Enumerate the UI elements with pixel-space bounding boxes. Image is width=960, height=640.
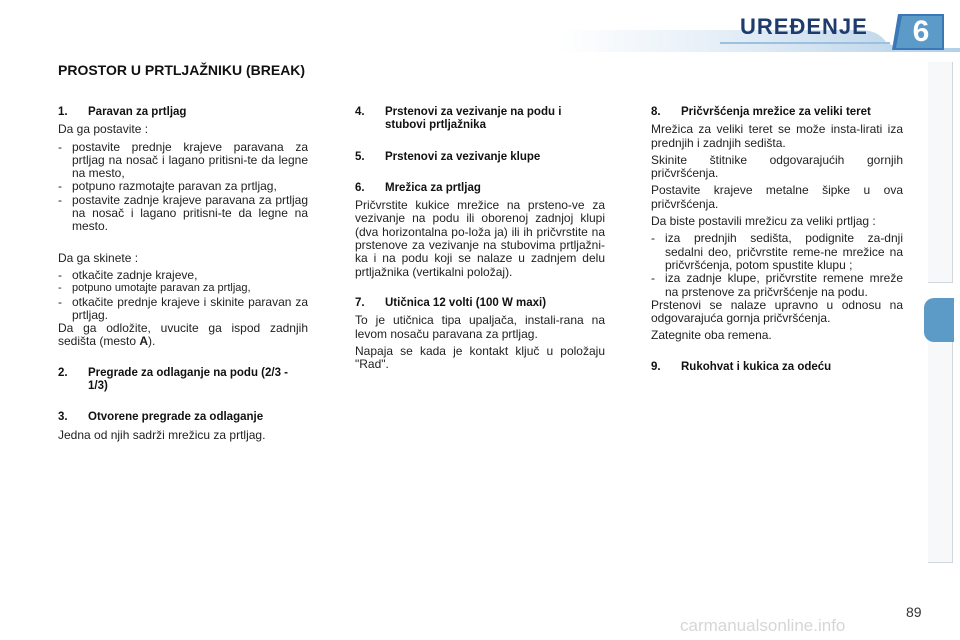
section-title: PROSTOR U PRTLJAŽNIKU (BREAK) (58, 62, 306, 78)
section-6-text: Pričvrstite kukice mrežice na prsteno-ve za vezivanje na podu ili oborenoj zadnjoj klupi (dva horizontalna po-loža ja) ili ih pričvrstite na prstenove za vezivanje na stubovima prtljažni-ka i na podu koji se nalaze u zadnjem delu prtljažnika (vertikalni položaj). (355, 198, 605, 279)
heading-2: 2. Pregrade za odlaganje na podu (2/3 - 1/3) (58, 366, 289, 393)
chapter-tab-strip (928, 62, 960, 582)
list-item: - postavite prednje krajeve paravana za prtljag na nosač i lagano pritisni-te da legne na mesto, (58, 141, 308, 181)
column-1 (58, 106, 308, 442)
column-3 (651, 106, 903, 374)
section-7-text-1: To je utičnica tipa upaljača, instali-rana na levom nosaču paravana za prtljag. (355, 313, 605, 341)
chapter-title: UREĐENJE (740, 14, 868, 39)
section-8-p5: Prstenovi se nalaze upravno u odnosu na odgovarajuća gornja pričvršćenja. (651, 297, 903, 326)
remove-intro: Da ga skinete : (58, 250, 139, 265)
chapter-number: 6 (912, 15, 930, 48)
section-8-p2: Skinite štitnike odgovarajućih gornjih pričvršćenja. (651, 152, 903, 181)
section-7-text-2: Napaja se kada je kontakt ključ u položaju "Rad". (355, 343, 605, 372)
list-item: - potpuno razmotajte paravan za prtljag, (58, 180, 308, 193)
remove-steps (58, 269, 308, 322)
section-8-p3: Postavite krajeve metalne šipke u ova pričvršćenja. (651, 183, 903, 211)
chapter-tab[interactable] (928, 106, 953, 151)
section-8-p6: Zategnite oba remena. (651, 328, 772, 343)
store-text: Da ga odložite, uvucite ga ispod zadnjih sedišta (mesto A). (58, 321, 308, 349)
list-item: - iza prednjih sedišta, podignite za-dnji sedalni deo, pričvrstite reme-ne mrežice na pričvršćenja, potom spustite klupu ; (651, 232, 903, 272)
section-3-text: Jedna od njih sadrži mrežicu za prtljag. (58, 427, 266, 442)
watermark: carmanualsonline.info (680, 616, 846, 635)
install-intro: Da ga postavite : (58, 122, 149, 137)
heading-6: 6. Mrežica za prtljag (355, 181, 481, 194)
heading-9: 9. Rukohvat i kukica za odeću (651, 360, 832, 373)
list-item: - otkačite zadnje krajeve, (58, 269, 308, 282)
chapter-tab[interactable] (928, 474, 953, 519)
chapter-tab[interactable] (928, 194, 953, 239)
heading-4: 4. Prstenovi za vezivanje na podu i stubovi prtljažnika (355, 106, 562, 132)
section-8-steps (651, 232, 903, 298)
heading-5: 5. Prstenovi za vezivanje klupe (355, 150, 541, 163)
heading-8: 8. Pričvršćenja mrežice za veliki teret (651, 106, 871, 118)
section-8-p1: Mrežica za veliki teret se može insta-lirati iza prednjih i zadnjih sedišta. (651, 122, 903, 150)
heading-7: 7. Utičnica 12 volti (100 W maxi) (355, 296, 547, 309)
list-item: - postavite zadnje krajeve paravana za prtljag na nosač i lagano pritisni-te da legne na mesto. (58, 194, 308, 234)
chapter-tab[interactable] (928, 150, 953, 195)
section-8-p4: Da biste postavili mrežicu za veliki prtljag : (651, 214, 876, 229)
list-item: - otkačite prednje krajeve i skinite paravan za prtljag. (58, 296, 308, 323)
chapter-tab[interactable] (928, 238, 953, 283)
heading-1: 1. Paravan za prtljag (58, 106, 187, 118)
chapter-tab[interactable] (928, 518, 953, 563)
column-2 (355, 106, 605, 371)
chapter-tab[interactable] (928, 62, 953, 107)
chapter-tab-active[interactable] (924, 298, 954, 342)
chapter-tab[interactable] (928, 342, 953, 387)
heading-3: 3. Otvorene pregrade za odlaganje (58, 411, 264, 424)
list-item: - potpuno umotajte paravan za prtljag, (58, 282, 308, 295)
chapter-tab[interactable] (928, 430, 953, 475)
page-number: 89 (906, 604, 922, 620)
list-item: - iza zadnje klupe, pričvrstite remene mreže na prstenove za pričvršćenje na podu. (651, 272, 903, 299)
chapter-tab[interactable] (928, 386, 953, 431)
install-steps (58, 141, 308, 234)
